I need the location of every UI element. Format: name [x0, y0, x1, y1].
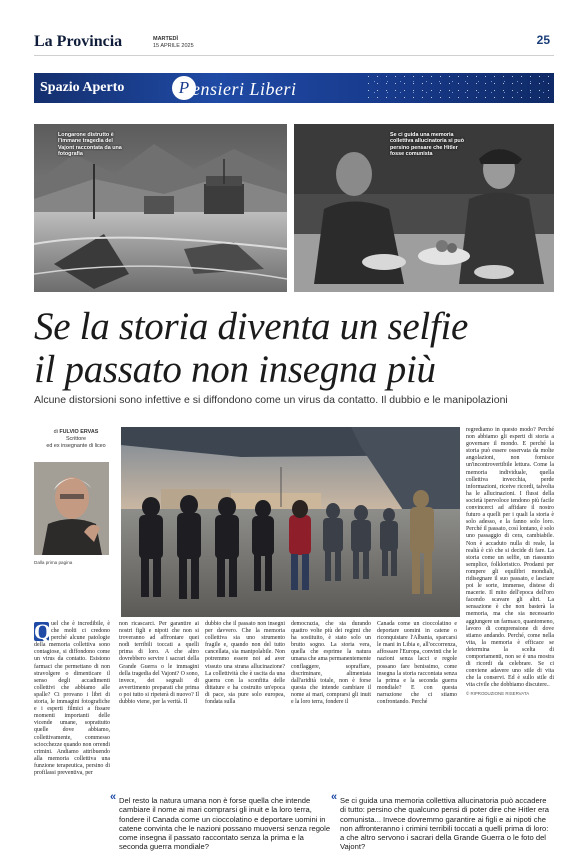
section-banner	[34, 73, 554, 103]
photo-deportation-image	[121, 427, 460, 617]
article-subheadline: Alcune distorsioni sono infettive e si diffondono come un virus da contatto. Il dubbio e le manipolazioni	[34, 394, 508, 406]
issue-date-text: 15 APRILE 2025	[153, 42, 194, 49]
article-column-4: democrazia, che sta durando quattro volte più dei regimi che ha sostituito, è stato solo un brutto sogno. La storia vera, quella che esprime la natura umana che ama permanentemente conflaggere, sopraffare, discriminare, alimentata dall'aridità totale, non è forse questa che intende cambiare il nome ai mari, comprarsi gli inuit e la loro terra, fondere il	[291, 621, 371, 706]
pullquote-right-text: Se ci guida una memoria collettiva allucinatoria può accadere di tutto: persino che qualcuno pensi di poter dire che Hitler era comunista... Invece dovremmo garantire ai figli e ai nipoti che non affronteranno i crimini terribili toccati a quelli prima di loro: a che altro servono i sacrari della Grande Guerra o le foto del Vajont?	[340, 796, 549, 852]
byline-prefix: di	[53, 429, 58, 435]
newspaper-logo: La Provincia	[34, 33, 123, 50]
headline-line-1: Se la storia diventa un selfie	[34, 305, 469, 348]
article-column-1-text: uel che è incredibile, è che molti ci credono perché alcune patologie della memoria collettiva sono contagiose, si diffondono come un virus da contatto. Esistono farmaci che permettano di non stravolgere o dimenticare il senso degli accadimenti collettivi che abbiamo alle spalle? Ci provano i libri di storia, le immagini fotografiche e i esperti filmici a fissare momenti importanti delle vicende umane, soprattutto quelle dove abbiamo, collettivamente, commesso sciocchezze quando non orrendi crimini. Andiamo attribuendo alla memoria collettiva una funzione terapeutica, persino di profilassi preventiva, per	[34, 621, 110, 776]
author-portrait	[34, 462, 109, 555]
photo-caption-longarone: Longarone distrutto è l'immane tragedia del Vajont raccontata da una fotografia	[58, 132, 122, 158]
pullquote-left	[110, 791, 333, 852]
section-name: Spazio Aperto	[40, 80, 125, 95]
author-role: Scrittore	[65, 436, 87, 442]
article-column-1	[34, 621, 110, 781]
masthead-divider	[34, 55, 554, 56]
column-title-initial: P	[172, 76, 196, 100]
article-headline	[34, 305, 554, 391]
masthead	[34, 30, 554, 52]
issue-date	[153, 36, 194, 49]
headline-line-2: il passato non insegna più	[34, 348, 436, 391]
quote-mark-icon: «	[110, 791, 117, 803]
article-column-6	[466, 427, 554, 781]
pullquote-left-text: Del resto la natura umana non è forse quella che intende cambiare il nome ai mari comprarsi gli inuit e la loro terra, fondere il Canada come un cioccolatino e deportare uomini in catene convinta che le nazioni possano muoversi senza regole come insegna il passato raccontato senza la prima e la seconda guerra mondiale?	[119, 796, 331, 852]
article-column-3: dubbio che il passato non insegni per davvero. Che la memoria collettiva sia uno strumento fragile e, quando non del tutto cancellata, sia manipolabile. Non potremmo essere noi ad aver vissuto una strana allucinazione? La collettività che è uscita da una guerra con la sconfitta delle dittature e ha costruito un'epoca di pace, sia pure solo europea, fondata sulla	[205, 621, 285, 706]
photo-longarone	[34, 124, 287, 292]
author-portrait-image	[34, 462, 109, 555]
issue-weekday: MARTEDÌ	[153, 36, 179, 42]
photo-deportation	[121, 427, 460, 617]
author-role-2: ed ex insegnante di liceo	[46, 443, 106, 449]
quote-mark-icon: «	[331, 791, 338, 803]
article-dropcap: Q	[34, 619, 52, 644]
author-name: FULVIO ERVAS	[59, 429, 99, 435]
page-number: 25	[536, 33, 550, 47]
column-title: ensieri Liberi	[192, 79, 297, 99]
photo-caption-hitler: Se ci guida una memoria collettiva allucinatoria si può persino pensare che Hitler fosse comunista	[390, 132, 464, 158]
author-photo-caption: Dalla prima pagina	[34, 560, 73, 565]
banner-stars-decoration	[364, 73, 554, 103]
pullquote-right	[331, 791, 552, 852]
byline	[34, 429, 118, 450]
article-column-2: non ricascarci. Per garantire ai nostri figli e nipoti che non si troveranno ad affrontare quei nodi terribili toccati a quelli prima di loro. A che altro dovrebbero servire i sacrari della Grande Guerra o le immagini della tragedia del Vajont? O sono, invece, dei segnali di avvertimento preparati che prima o poi tutto si ripeterà di nuovo? Il dubbio viene, per la verità. Il	[119, 621, 199, 706]
article-column-5: Canada come un cioccolatino e deportare uomini in catene o riconquistare l'Albania, sparcarsi le mani in Libia e, all'occorrenza, affossare l'Europa, convinti che le nazioni senza lacci e regole possano fare benissimo, come insegna la storia raccontata senza la prima e la seconda guerra mondiale? E con questa narrazione che ci stiamo confrontando. Perché	[377, 621, 457, 706]
article-column-6-text: regrediamo in questo modo? Perché non abbiamo gli esperti di storia a governare il mondo. E perché la storia può essere osservata da molte angolazioni, non fornisce un'incontrovertibile lettura. Come la memoria individuale, quella collettiva invecchia, perde informazioni, ricetve ricordi, talvolta ha le allucinazioni. I flussi della società ipervoloce tendono più facile convincerci ad affidare il nostro futuro a quelli per i quali la storia è solo adesso, e la fanno solo loro. Perché il passato, così lontano, è solo uno passaggio di cera, cambiabile. Non è accaduto nulla di reale, la realtà è ciò che si decide di fare. La storia come un selfie, un riassunto semplice, folkloristico. Prodami per rompere gli equilibri mondiali, ridisegnare il suo passato, e lasciare poi le sorte, immense, distese di macerie. Il mito dell'epoca dell'oro facendo scavare gli altri. La sensazione è che non basterà la memoria, ma che sia necessario aggiungere un farmaco, quantomeno, lavoro di comprensione di dove stiamo andando. Perché, come nella vita, la memoria è efficace se determina la scelta di comportamenti, non se è una mostra di ricordi da celebrare. Se ci conviene adavere uno stile di vita che la conservi. Ed è sullo stile di vita civile che dobbiamo discutere..	[466, 427, 555, 689]
photo-hitler	[294, 124, 554, 292]
copyright-notice: © RIPRODUZIONE RISERVATA	[466, 691, 530, 697]
